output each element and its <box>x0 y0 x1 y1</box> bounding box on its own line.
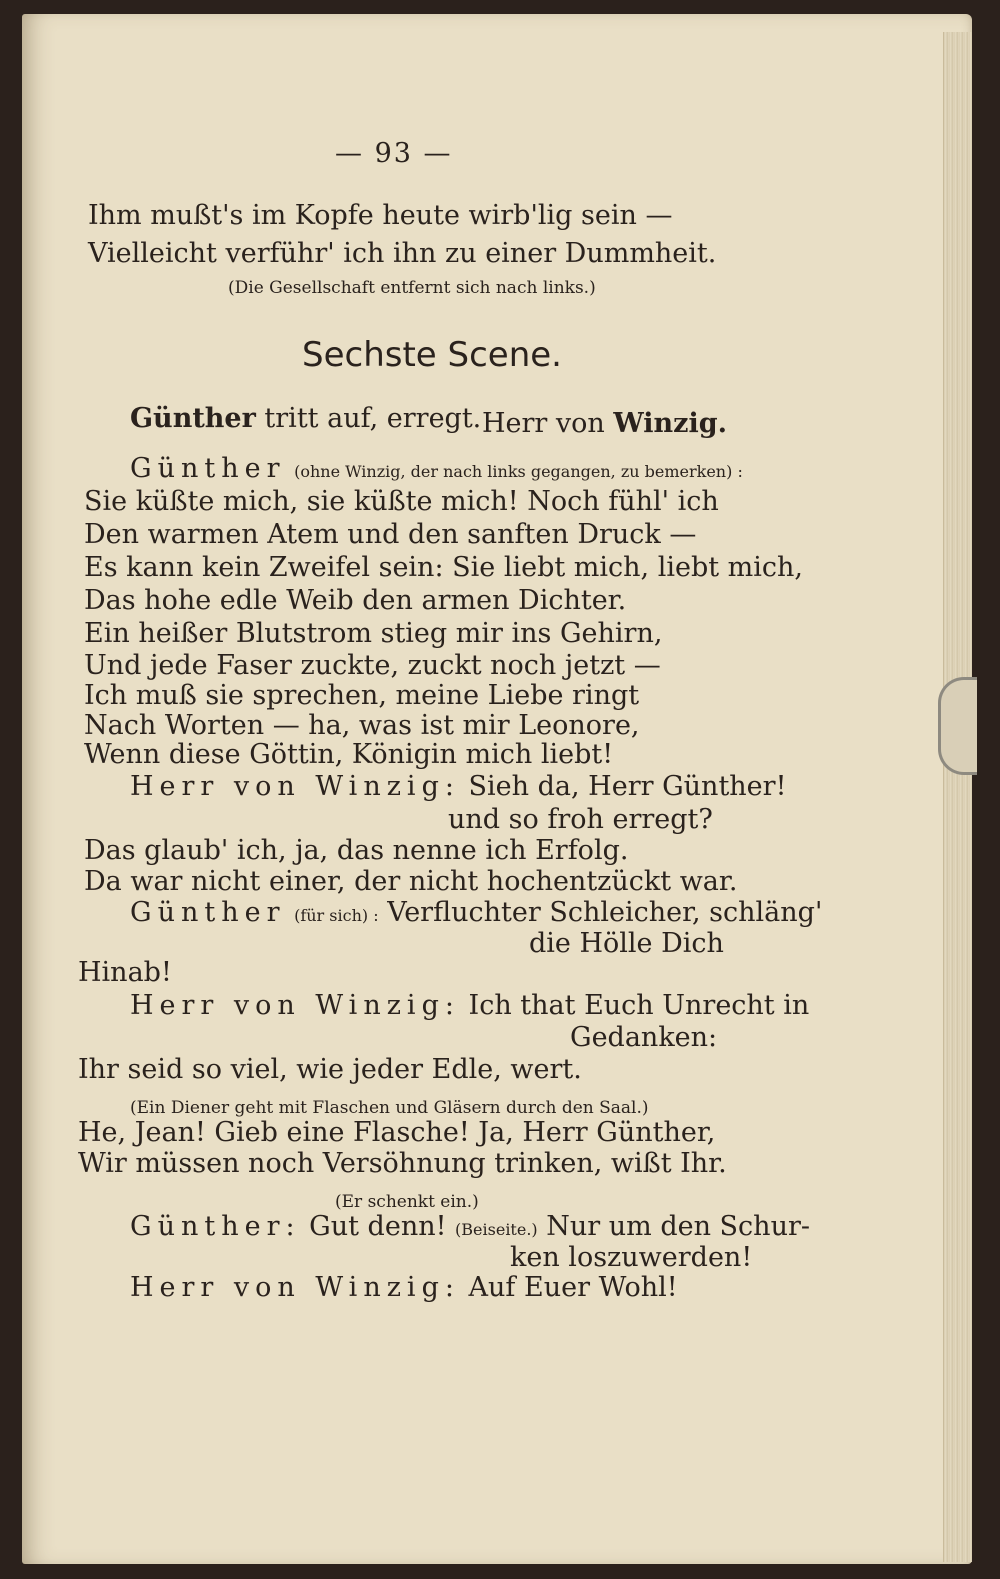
speaker-line <box>130 453 743 488</box>
stage-direction: (für sich) : <box>294 906 379 925</box>
cast-prefix: Herr von <box>482 408 605 439</box>
speech-text: Ich that Euch Unrecht in <box>468 990 810 1021</box>
verse-line: Sie küßte mich, sie küßte mich! Noch fühl' ich <box>84 486 719 517</box>
speaker-name: Günther: <box>130 1211 301 1242</box>
cast-name: Winzig. <box>613 408 728 439</box>
stage-direction: (Er schenkt ein.) <box>335 1192 479 1212</box>
speech-text: Auf Euer Wohl! <box>468 1272 678 1303</box>
verse-line: Den warmen Atem und den sanften Druck — <box>84 519 697 550</box>
cast-line <box>130 403 481 435</box>
speaker-name: Herr von Winzig: <box>130 990 460 1021</box>
text-line: Ihm mußt's im Kopfe heute wirb'lig sein — <box>88 200 673 231</box>
speaker-line <box>130 1272 678 1304</box>
cast-name: Günther <box>130 403 256 434</box>
verse-line: die Hölle Dich <box>529 928 724 959</box>
verse-line: Nach Worten — ha, was ist mir Leonore, <box>84 710 640 741</box>
text-line: Vielleicht verführ' ich ihn zu einer Dummheit. <box>88 238 717 269</box>
verse-line: und so froh erregt? <box>448 804 713 835</box>
verse-line: Da war nicht einer, der nicht hochentzückt war. <box>84 866 738 897</box>
speaker-line <box>130 1211 810 1246</box>
speaker-line <box>130 771 786 803</box>
cast-text: tritt auf, erregt. <box>264 403 482 434</box>
stage-direction: (Ein Diener geht mit Flaschen und Gläsern durch den Saal.) <box>130 1098 649 1118</box>
verse-line: Ein heißer Blutstrom stieg mir ins Gehirn, <box>84 618 663 649</box>
speaker-name: Günther <box>130 897 286 928</box>
scene-title: Sechste Scene. <box>302 335 562 375</box>
stage-direction: (Die Gesellschaft entfernt sich nach links.) <box>228 278 596 298</box>
verse-line: Es kann kein Zweifel sein: Sie liebt mich, liebt mich, <box>84 552 803 583</box>
cast-line <box>482 408 727 440</box>
verse-line: Das glaub' ich, ja, das nenne ich Erfolg. <box>84 835 629 866</box>
speaker-name: Herr von Winzig: <box>130 1272 460 1303</box>
verse-line: Gedanken: <box>570 1022 718 1053</box>
speaker-line <box>130 897 822 932</box>
verse-line: Ihr seid so viel, wie jeder Edle, wert. <box>78 1054 582 1085</box>
verse-line: Hinab! <box>78 957 172 988</box>
speech-text: Verfluchter Schleicher, schläng' <box>387 897 823 928</box>
verse-line: Ich muß sie sprechen, meine Liebe ringt <box>84 680 640 711</box>
speaker-name: Günther <box>130 453 286 484</box>
verse-line: Und jede Faser zuckte, zuckt noch jetzt — <box>84 650 661 681</box>
page-number: — 93 — <box>335 138 453 169</box>
stage-direction: (Beiseite.) <box>455 1220 538 1239</box>
speech-text: Gut denn! <box>309 1211 447 1242</box>
verse-line: Wenn diese Göttin, Königin mich liebt! <box>84 739 614 770</box>
speaker-line <box>130 990 809 1022</box>
stage-direction: (ohne Winzig, der nach links gegangen, zu bemerken) : <box>294 462 743 481</box>
speech-text: Nur um den Schur- <box>546 1211 810 1242</box>
speech-text: Sieh da, Herr Günther! <box>468 771 787 802</box>
verse-line: He, Jean! Gieb eine Flasche! Ja, Herr Günther, <box>78 1117 716 1148</box>
speaker-name: Herr von Winzig: <box>130 771 460 802</box>
verse-line: Wir müssen noch Versöhnung trinken, wißt Ihr. <box>78 1148 727 1179</box>
verse-line: Das hohe edle Weib den armen Dichter. <box>84 585 627 616</box>
verse-line: ken loszuwerden! <box>510 1242 753 1273</box>
